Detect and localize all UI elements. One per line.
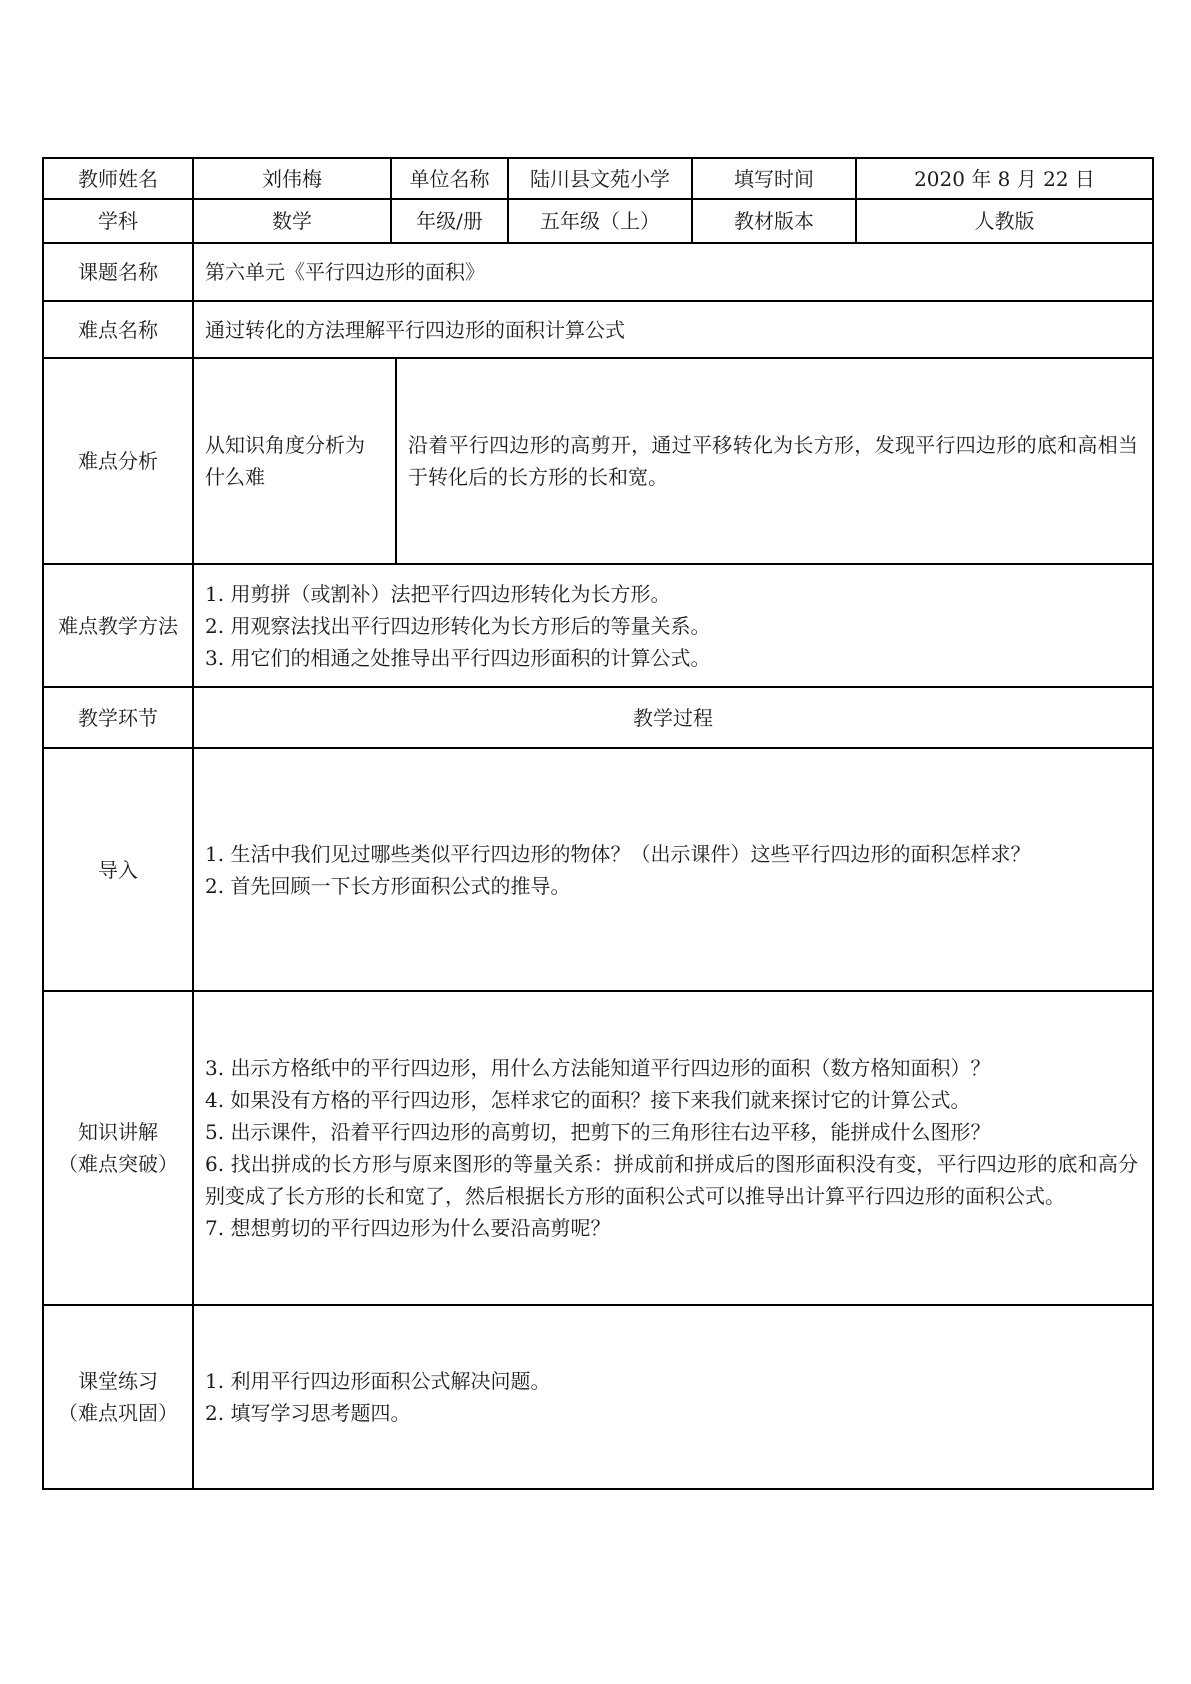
- practice-label: [44, 1306, 194, 1488]
- methods-row: [42, 565, 1154, 688]
- intro-label: 导入: [44, 749, 194, 990]
- teacher-value: 刘伟梅: [194, 159, 392, 198]
- analysis-label: 难点分析: [44, 359, 194, 563]
- practice-label-line2: （难点巩固）: [58, 1401, 178, 1425]
- knowledge-row: [42, 992, 1154, 1306]
- practice-label-line1: 课堂练习: [78, 1369, 158, 1393]
- edition-value: 人教版: [974, 209, 1035, 233]
- list-item: 2. 用观察法找出平行四边形转化为长方形后的等量关系。: [205, 613, 711, 638]
- intro-list: [194, 749, 1152, 990]
- header-row-2: [42, 200, 1154, 244]
- list-item: 2. 首先回顾一下长方形面积公式的推导。: [205, 873, 571, 898]
- analysis-value: [397, 359, 1152, 563]
- list-item: 3. 用它们的相通之处推导出平行四边形面积的计算公式。: [205, 645, 711, 670]
- date-label: 填写时间: [693, 159, 857, 198]
- process-header-row: [42, 688, 1154, 749]
- topic-label: 课题名称: [44, 244, 194, 300]
- list-item: 7. 想想剪切的平行四边形为什么要沿高剪呢？: [205, 1216, 611, 1240]
- list-item: 1. 生活中我们见过哪些类似平行四边形的物体？（出示课件）这些平行四边形的面积怎样求？: [205, 841, 1031, 866]
- process-section-label: 教学环节: [44, 688, 194, 747]
- grade-value: 五年级（上）: [509, 200, 693, 242]
- methods-label: 难点教学方法: [44, 565, 194, 686]
- grade-label: 年级/册: [392, 200, 509, 242]
- date-value: 2020 年 8 月 22 日: [914, 166, 1095, 191]
- list-item: 1. 用剪拼（或割补）法把平行四边形转化为长方形。: [205, 581, 671, 606]
- knowledge-label: [44, 992, 194, 1304]
- analysis-sub-label-text: 从知识角度分析为什么难: [205, 433, 365, 489]
- methods-list: [194, 565, 1152, 686]
- subject-label: 学科: [44, 200, 194, 242]
- difficulty-value: 通过转化的方法理解平行四边形的面积计算公式: [205, 317, 625, 342]
- process-column-label: 教学过程: [633, 705, 713, 730]
- analysis-sub-label: [194, 359, 397, 563]
- intro-row: [42, 749, 1154, 992]
- subject-value: 数学: [194, 200, 392, 242]
- edition-label: 教材版本: [693, 200, 857, 242]
- list-item: 3. 出示方格纸中的平行四边形，用什么方法能知道平行四边形的面积（数方格知面积）？: [205, 1056, 991, 1080]
- practice-list: [194, 1306, 1152, 1488]
- teacher-label: 教师姓名: [44, 159, 194, 198]
- list-item: 5. 出示课件，沿着平行四边形的高剪切，把剪下的三角形往右边平移，能拼成什么图形？: [205, 1120, 991, 1144]
- header-row-1: [42, 157, 1154, 200]
- practice-row: [42, 1306, 1154, 1490]
- lesson-plan-table: [42, 157, 1154, 1490]
- list-item: 4. 如果没有方格的平行四边形，怎样求它的面积？接下来我们就来探讨它的计算公式。: [205, 1088, 971, 1112]
- knowledge-label-line1: 知识讲解: [78, 1120, 158, 1144]
- topic-value: 第六单元《平行四边形的面积》: [205, 260, 485, 284]
- knowledge-list: [194, 992, 1152, 1304]
- topic-row: [42, 244, 1154, 302]
- unit-label: 单位名称: [392, 159, 509, 198]
- list-item: 6. 找出拼成的长方形与原来图形的等量关系：拼成前和拼成后的图形面积没有变，平行四边形的底和高分别变成了长方形的长和宽了，然后根据长方形的面积公式可以推导出计算平行四边形的面积公式。: [205, 1152, 1138, 1208]
- difficulty-label: 难点名称: [44, 302, 194, 357]
- knowledge-label-line2: （难点突破）: [58, 1152, 178, 1176]
- unit-value: 陆川县文苑小学: [509, 159, 693, 198]
- list-item: 2. 填写学习思考题四。: [205, 1401, 411, 1425]
- analysis-row: [42, 359, 1154, 565]
- difficulty-row: [42, 302, 1154, 359]
- list-item: 1. 利用平行四边形面积公式解决问题。: [205, 1369, 551, 1393]
- analysis-value-text: 沿着平行四边形的高剪开，通过平移转化为长方形，发现平行四边形的底和高相当于转化后的长方形的长和宽。: [408, 433, 1138, 489]
